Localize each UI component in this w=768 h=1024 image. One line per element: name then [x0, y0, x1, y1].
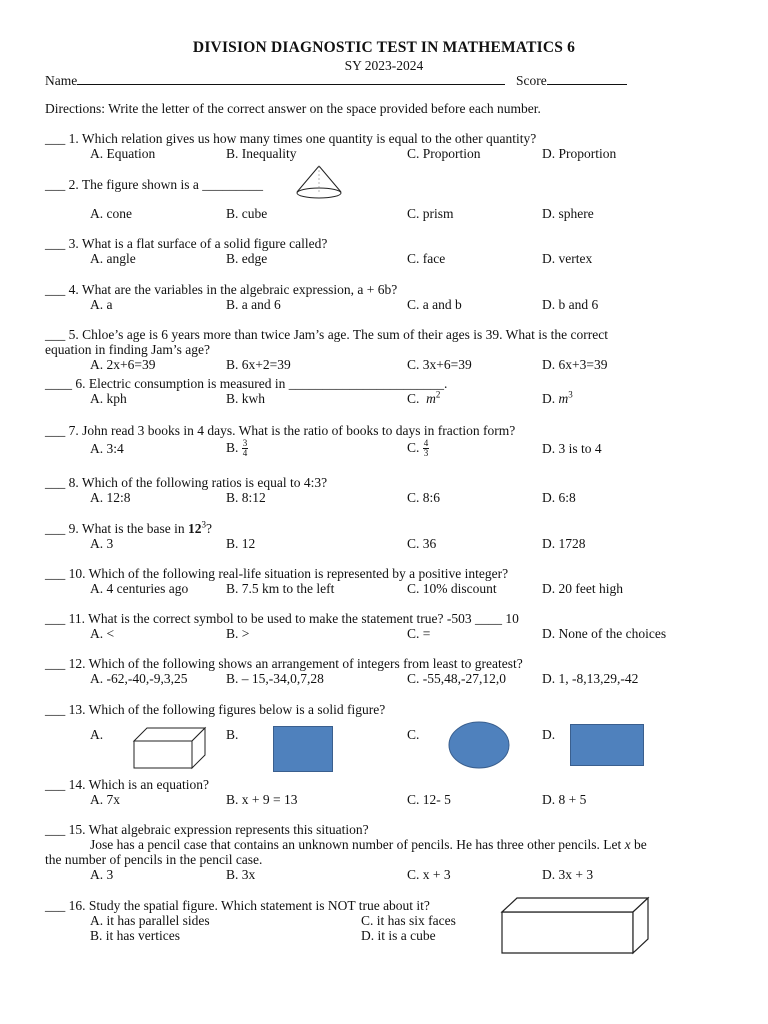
answer-blank[interactable]: ___ [45, 656, 66, 671]
choice-c: C. $m^2$ [407, 389, 441, 406]
score-blank[interactable] [547, 72, 627, 85]
rectangular-prism-figure [133, 727, 207, 769]
answer-blank[interactable]: ___ [45, 521, 66, 536]
choice-a: A. 12:8 [90, 490, 131, 505]
question-16 [45, 898, 430, 913]
square-figure [273, 726, 334, 773]
choice-c: C. $\frac{4}{3}$ [407, 438, 429, 459]
choice-a: A. a [90, 297, 113, 312]
choice-b: B. Inequality [226, 146, 297, 161]
choice-d: D. 6:8 [542, 490, 576, 505]
question-9: ___ 9. What is the base in $12^3$? [45, 519, 212, 536]
rectangle-figure [570, 724, 645, 767]
choice-a: A. 3:4 [90, 441, 124, 456]
question-15 [45, 822, 369, 837]
question-10 [45, 566, 508, 581]
question-13 [45, 702, 385, 717]
choice-c: C. 10% discount [407, 581, 497, 596]
choice-d: D. it is a cube [361, 928, 436, 943]
question-stem: 4. What are the variables in the algebraic expression, a + 6b? [68, 282, 398, 297]
choice-c: C. x + 3 [407, 867, 451, 882]
question-stem: 2. The figure shown is a _________ [68, 177, 263, 192]
choice-d: D. b and 6 [542, 297, 599, 312]
score-label: Score [516, 73, 547, 88]
choice-c: C. -55,48,-27,12,0 [407, 671, 506, 686]
question-5 [45, 327, 608, 342]
answer-blank[interactable]: ___ [45, 702, 66, 717]
choice-c: C. a and b [407, 297, 462, 312]
question-stem: 1. Which relation gives us how many times one quantity is equal to the other quantity? [68, 131, 537, 146]
choice-b: B. 8:12 [226, 490, 266, 505]
question-body: Jose has a pencil case that contains an unknown number of pencils. He has three other pencils. Let x be [90, 837, 647, 852]
choice-d: D. 20 feet high [542, 581, 623, 596]
answer-blank[interactable]: ___ [45, 282, 66, 297]
choice-b: B. 3x [226, 867, 256, 882]
name-blank[interactable] [77, 72, 505, 85]
choice-b: B. kwh [226, 391, 266, 406]
choice-d: D. 8 + 5 [542, 792, 587, 807]
name-line[interactable] [45, 72, 505, 88]
choice-b: B. edge [226, 251, 268, 266]
choice-b: B. 6x+2=39 [226, 357, 291, 372]
answer-blank[interactable]: ___ [45, 327, 66, 342]
answer-blank[interactable]: ___ [45, 475, 66, 490]
choice-a: A. Equation [90, 146, 156, 161]
choice-d: D. [542, 727, 556, 742]
answer-blank[interactable]: ___ [45, 423, 66, 438]
choice-c: C. 12- 5 [407, 792, 451, 807]
answer-blank[interactable]: ___ [45, 131, 66, 146]
answer-blank[interactable]: ___ [45, 177, 66, 192]
question-stem: 11. What is the correct symbol to be used to make the statement true? -503 ____ 10 [68, 611, 519, 626]
choice-a: A. 3 [90, 536, 114, 551]
score-line[interactable] [516, 72, 627, 88]
question-stem: 10. Which of the following real-life situation is represented by a positive integer? [68, 566, 509, 581]
choice-a: A. 4 centuries ago [90, 581, 189, 596]
choice-a: A. -62,-40,-9,3,25 [90, 671, 188, 686]
answer-blank[interactable]: ___ [45, 611, 66, 626]
question-1 [45, 131, 536, 146]
question-stem: 5. Chloe’s age is 6 years more than twice Jam’s age. The sum of their ages is 39. What is the correct [68, 327, 608, 342]
choice-c: C. face [407, 251, 446, 266]
choice-d: D. Proportion [542, 146, 617, 161]
question-stem: 12. Which of the following shows an arrangement of integers from least to greatest? [68, 656, 523, 671]
choice-b: B. cube [226, 206, 268, 221]
choice-c: C. [407, 727, 420, 742]
choice-c: C. prism [407, 206, 454, 221]
fraction: $\frac{4}{3}$ [423, 438, 429, 459]
rectangular-prism-figure [500, 897, 650, 955]
choice-b: B. $\frac{3}{4}$ [226, 438, 248, 459]
question-stem: 13. Which of the following figures below is a solid figure? [68, 702, 386, 717]
choice-d: D. vertex [542, 251, 593, 266]
exponent-base: 12 [187, 521, 202, 536]
question-stem: 7. John read 3 books in 4 days. What is the ratio of books to days in fraction form? [68, 423, 516, 438]
choice-c: C. 8:6 [407, 490, 441, 505]
choice-d: D. $m^3$ [542, 389, 573, 406]
answer-blank[interactable]: ___ [45, 822, 66, 837]
choice-d: D. 3 is to 4 [542, 441, 602, 456]
choice-d: D. 3x + 3 [542, 867, 594, 882]
answer-blank[interactable]: ____ [45, 376, 72, 391]
choice-c: C. 3x+6=39 [407, 357, 472, 372]
question-body-continued: the number of pencils in the pencil case. [45, 852, 263, 867]
choice-d: D. 1, -8,13,29,-42 [542, 671, 639, 686]
question-3 [45, 236, 327, 251]
choice-a: A. it has parallel sides [90, 913, 210, 928]
cone-figure [294, 164, 344, 204]
question-12 [45, 656, 523, 671]
choice-c: C. Proportion [407, 146, 481, 161]
question-stem: 6. Electric consumption is measured in _______________________. [75, 376, 448, 391]
choice-d: D. 1728 [542, 536, 586, 551]
choice-c: C. it has six faces [361, 913, 456, 928]
answer-blank[interactable]: ___ [45, 236, 66, 251]
choice-a: A. angle [90, 251, 136, 266]
choice-c: C. = [407, 626, 431, 641]
choice-b: B. 12 [226, 536, 256, 551]
question-11 [45, 611, 519, 626]
question-stem: 16. Study the spatial figure. Which statement is NOT true about it? [68, 898, 430, 913]
choice-d: D. 6x+3=39 [542, 357, 608, 372]
answer-blank[interactable]: ___ [45, 566, 66, 581]
question-7 [45, 423, 515, 438]
question-stem: 8. Which of the following ratios is equal to 4:3? [68, 475, 328, 490]
directions: Directions: Write the letter of the correct answer on the space provided before each number. [45, 101, 541, 116]
choice-b: B. > [226, 626, 250, 641]
choice-d: D. None of the choices [542, 626, 667, 641]
test-title: DIVISION DIAGNOSTIC TEST IN MATHEMATICS 6 [192, 39, 576, 56]
choice-c: C. 36 [407, 536, 437, 551]
choice-d: D. sphere [542, 206, 594, 221]
choice-a: A. [90, 727, 104, 742]
question-stem: 15. What algebraic expression represents this situation? [68, 822, 369, 837]
question-8 [45, 475, 327, 490]
name-label: Name [45, 73, 78, 88]
question-4 [45, 282, 397, 297]
choice-b: B. a and 6 [226, 297, 281, 312]
choice-b: B. [226, 727, 239, 742]
question-6 [45, 376, 447, 391]
circle-figure [448, 721, 510, 769]
choice-a: A. cone [90, 206, 132, 221]
choice-b: B. 7.5 km to the left [226, 581, 335, 596]
question-14 [45, 777, 209, 792]
question-stem: 14. Which is an equation? [68, 777, 209, 792]
question-stem-continued: equation in finding Jam’s age? [45, 342, 210, 357]
school-year: SY 2023-2024 [344, 58, 424, 73]
question-stem: 3. What is a flat surface of a solid figure called? [68, 236, 328, 251]
question-stem: 9. What is the base in [68, 521, 185, 536]
answer-blank[interactable]: ___ [45, 898, 66, 913]
choice-b: B. – 15,-34,0,7,28 [226, 671, 324, 686]
choice-b: B. it has vertices [90, 928, 180, 943]
fraction: $\frac{3}{4}$ [242, 438, 248, 459]
choice-b: B. x + 9 = 13 [226, 792, 298, 807]
choice-a: A. 7x [90, 792, 120, 807]
question-2 [45, 177, 263, 192]
answer-blank[interactable]: ___ [45, 777, 66, 792]
choice-a: A. 3 [90, 867, 114, 882]
choice-a: A. 2x+6=39 [90, 357, 156, 372]
choice-a: A. kph [90, 391, 127, 406]
choice-a: A. < [90, 626, 115, 641]
